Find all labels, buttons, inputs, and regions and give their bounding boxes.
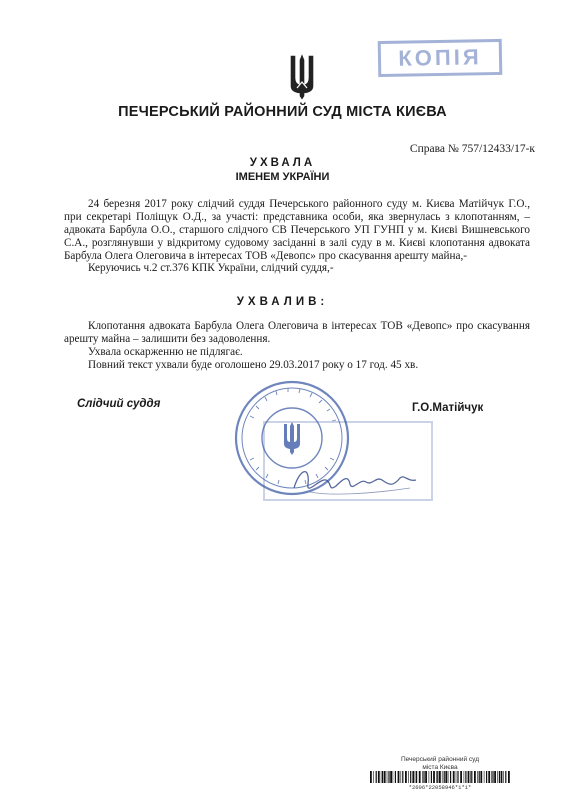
appeal-paragraph: Ухвала оскарженню не підлягає. bbox=[88, 346, 243, 358]
intro-paragraph: 24 березня 2017 року слідчий суддя Печерського районного суду м. Києва Матійчук Г.О., при секретарі Поліщук О.Д., за участі: представника особи, яка звернулась з клопотанням, – адвоката Барбула О.О., старшого слідчого СВ Печерського УП ГУНП у м. Києві Вишневського С.А., розглянувши у відкритому судовому засіданні в залі суду в м. Києві клопотання адвоката Барбула Олега Олеговича в інтересах ТОВ «Девопс» про скасування арешту майна,- bbox=[64, 198, 530, 262]
judge-title: Слідчий суддя bbox=[77, 398, 161, 410]
case-number: Справа № 757/12433/17-к bbox=[409, 143, 535, 155]
decision-paragraph: Клопотання адвоката Барбула Олега Олеговича в інтересах ТОВ «Девопс» про скасування арешту майна – залишити без задоволення. bbox=[64, 320, 530, 345]
barcode-number: *2606*22058946*1*1* bbox=[408, 784, 472, 791]
footer-office bbox=[370, 756, 510, 772]
coat-of-arms-icon bbox=[287, 52, 317, 100]
document-subtitle: ІМЕНЕМ УКРАЇНИ bbox=[235, 171, 330, 183]
copy-stamp: КОПІЯ bbox=[378, 39, 503, 77]
court-name: ПЕЧЕРСЬКИЙ РАЙОННИЙ СУД МІСТА КИЄВА bbox=[118, 104, 447, 120]
judge-signature-icon bbox=[290, 458, 420, 502]
document-title: УХВАЛА bbox=[249, 157, 316, 169]
guided-by-paragraph: Керуючись ч.2 ст.376 КПК України, слідчий суддя,- bbox=[88, 262, 334, 274]
footer-office-line1: Печерський районний суд bbox=[400, 756, 480, 763]
full-text-paragraph: Повний текст ухвали буде оголошено 29.03.2017 року о 17 год. 45 хв. bbox=[88, 359, 419, 371]
judge-name: Г.О.Матійчук bbox=[412, 402, 484, 414]
footer-office-line2: міста Києва bbox=[422, 764, 458, 771]
barcode-icon bbox=[370, 771, 510, 783]
decided-heading: УХВАЛИВ: bbox=[236, 296, 329, 308]
